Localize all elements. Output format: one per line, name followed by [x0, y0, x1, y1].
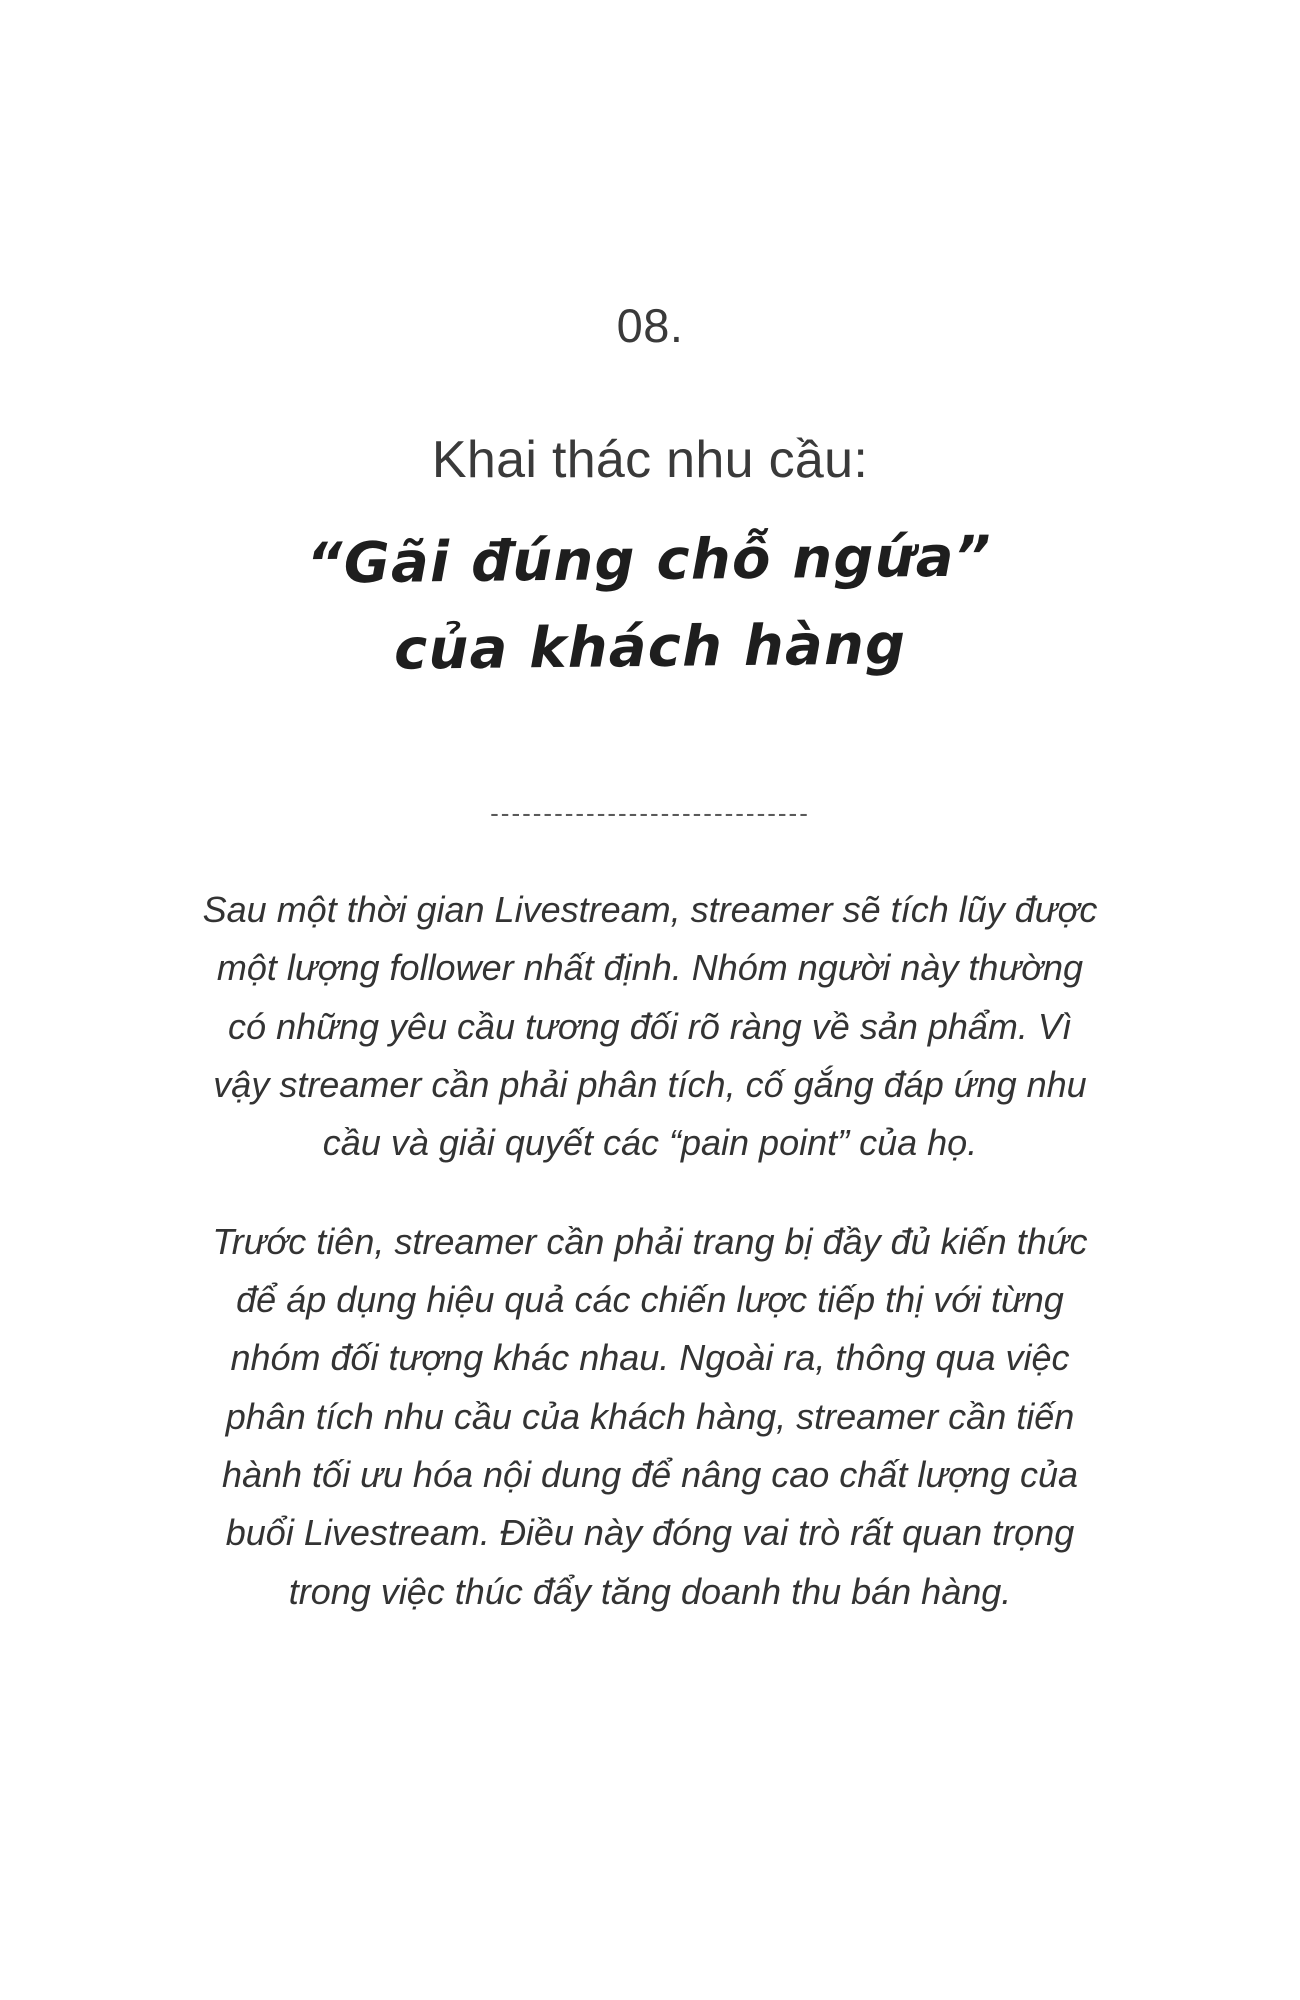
- page-subtitle-line-1: “Gãi đúng chỗ ngứa”: [306, 524, 993, 597]
- page-title: Khai thác nhu cầu:: [431, 430, 869, 489]
- section-number: 08.: [616, 299, 684, 352]
- paragraph: Trước tiên, streamer cần phải trang bị đầy đủ kiến thức để áp dụng hiệu quả các chiến lược tiếp thị với từng nhóm đối tượng khác nhau. Ngoài ra, thông qua việc phân tích nhu cầu của khách hàng, streamer cần tiến hành tối ưu hóa nội dung để nâng cao chất lượng của buổi Livestream. Điều này đóng vai trò rất quan trọng trong việc thúc đẩy tăng doanh thu bán hàng.: [212, 1220, 1088, 1612]
- divider: ------------------------------: [490, 798, 810, 829]
- paragraph: Sau một thời gian Livestream, streamer sẽ tích lũy được một lượng follower nhất định. Nhóm người này thường có những yêu cầu tương đối rõ ràng về sản phẩm. Vì vậy streamer cần phải phân tích, cố gắng đáp ứng nhu cầu và giải quyết các “pain point” của họ.: [202, 889, 1098, 1164]
- page-subtitle: [306, 516, 993, 692]
- page-subtitle-line-2: của khách hàng: [394, 612, 907, 683]
- body-copy: [200, 881, 1100, 1621]
- page-header: [0, 300, 1300, 688]
